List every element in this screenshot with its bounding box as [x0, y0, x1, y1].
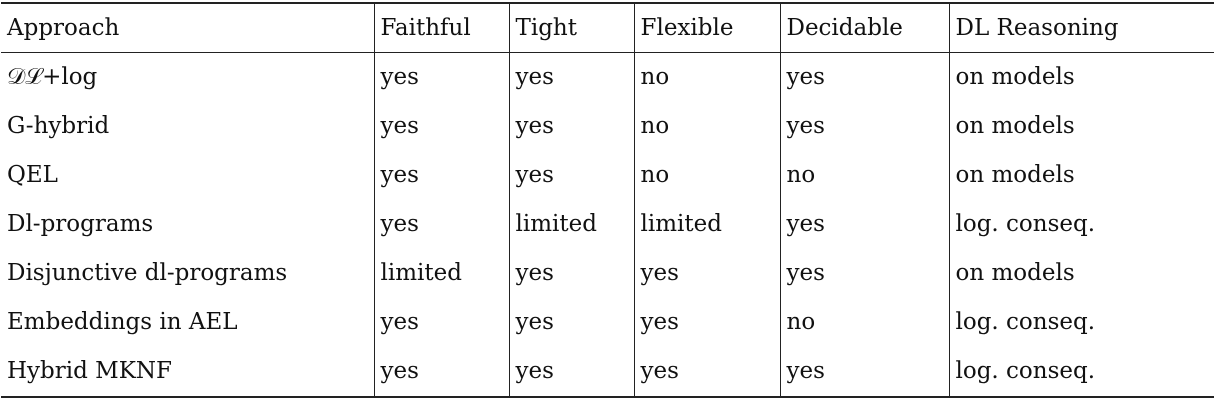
cell-tight: yes — [509, 151, 634, 200]
header-dl-reasoning: DL Reasoning — [949, 3, 1214, 53]
table-row — [1, 102, 1214, 151]
cell-approach: QEL — [7, 162, 58, 188]
header-row — [1, 3, 1214, 53]
cell-approach: G-hybrid — [7, 113, 110, 139]
cell-faithful: limited — [374, 249, 509, 298]
header-faithful: Faithful — [374, 3, 509, 53]
comparison-table — [1, 2, 1214, 398]
table-row — [1, 200, 1214, 249]
cell-flexible: no — [634, 102, 780, 151]
header-decidable: Decidable — [780, 3, 949, 53]
cell-flexible: no — [634, 53, 780, 103]
cell-dl-reasoning: on models — [949, 249, 1214, 298]
cell-faithful: yes — [374, 102, 509, 151]
cell-tight: yes — [509, 249, 634, 298]
cell-tight: yes — [509, 53, 634, 103]
cell-dl-reasoning: log. conseq. — [949, 200, 1214, 249]
cell-faithful: yes — [374, 347, 509, 397]
cell-decidable: yes — [780, 200, 949, 249]
cell-decidable: yes — [780, 102, 949, 151]
cell-faithful: yes — [374, 200, 509, 249]
cell-dl-reasoning: log. conseq. — [949, 347, 1214, 397]
cell-dl-reasoning: log. conseq. — [949, 298, 1214, 347]
cell-dl-reasoning: on models — [949, 102, 1214, 151]
cell-flexible: yes — [634, 298, 780, 347]
cell-faithful: yes — [374, 53, 509, 103]
cell-approach: Embeddings in AEL — [7, 309, 238, 335]
cell-dl-reasoning: on models — [949, 53, 1214, 103]
cell-dl-reasoning: on models — [949, 151, 1214, 200]
cell-approach: Dl-programs — [7, 211, 154, 237]
cell-tight: yes — [509, 102, 634, 151]
comparison-table-container — [0, 2, 1215, 398]
cell-tight: yes — [509, 347, 634, 397]
cell-tight: yes — [509, 298, 634, 347]
table-row — [1, 347, 1214, 397]
cell-approach: Disjunctive dl-programs — [7, 260, 288, 286]
cell-decidable: yes — [780, 347, 949, 397]
table-row — [1, 298, 1214, 347]
cell-flexible: limited — [634, 200, 780, 249]
cell-approach: 𝒟ℒ+log — [7, 64, 98, 90]
header-approach: Approach — [7, 15, 120, 41]
cell-flexible: yes — [634, 249, 780, 298]
cell-faithful: yes — [374, 151, 509, 200]
table-row — [1, 53, 1214, 103]
cell-decidable: no — [780, 151, 949, 200]
cell-decidable: no — [780, 298, 949, 347]
table-row — [1, 249, 1214, 298]
cell-faithful: yes — [374, 298, 509, 347]
header-tight: Tight — [509, 3, 634, 53]
cell-flexible: yes — [634, 347, 780, 397]
table-row — [1, 151, 1214, 200]
cell-decidable: yes — [780, 249, 949, 298]
header-flexible: Flexible — [634, 3, 780, 53]
cell-flexible: no — [634, 151, 780, 200]
cell-decidable: yes — [780, 53, 949, 103]
cell-approach: Hybrid MKNF — [7, 358, 172, 384]
cell-tight: limited — [509, 200, 634, 249]
